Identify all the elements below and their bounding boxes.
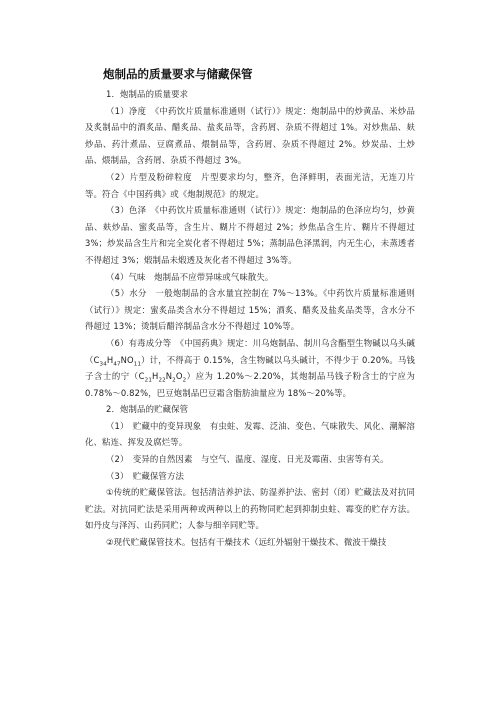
paragraph-odor: （4）气味 炮制品不应带异味或气味散失。 [106, 271, 274, 282]
paragraph-purity: （1）净度 《中药饮片质量标准通则（试行）》规定：炮制品中的炒黄品、米炒品及炙制品中的酒炙品、醋炙品、盐炙品等，含药屑、杂质不得超过 1%。对炒焦品、麸炒品、药汁煮品、豆腐煮品、煨制品等，含药屑、杂质不得超过 2%。炒炭品、土炒品、煨制品，含药屑、杂质不得超过 3%。 [85, 105, 415, 166]
paragraph-storage-methods-heading: （3） 贮藏保管方法 [106, 470, 185, 481]
formula-subscript: 34 [99, 361, 107, 368]
paragraph-modern-storage: ②现代贮藏保管技术。包括有干燥技术（远红外辐射干燥技术、微波干燥技 [106, 537, 387, 548]
paragraph-traditional-storage: ①传统的贮藏保管法。包括清洁养护法、防湿养护法、密封（闭）贮藏法及对抗同贮法。对抗同贮法是采用两种或两种以上的药物同贮起到抑制虫蛀、霉变的贮存方法。如丹皮与泽泻、山药同贮；人参与细辛同贮等。 [85, 487, 415, 531]
paragraph-storage-variation: （1） 贮藏中的变异现象 有虫蛀、发霉、泛油、变色、气味散失、风化、潮解溶化、粘连、挥发及腐烂等。 [85, 420, 415, 448]
formula-subscript: 47 [113, 361, 121, 368]
paragraph-color: （3）色泽 《中药饮片质量标准通则（试行）》规定：炮制品的色泽应均匀，炒黄品、麸炒品、蜜炙品等，含生片、糊片不得超过 2%；炒焦品含生片、糊片不得超过 3%；炒炭品含生片和完全炭化者不得超过 5%；蒸制品色泽黑润，内无生心，未蒸透者不得超过 3%；煅制品未煅透及灰化者不得超过 3%等。 [85, 205, 415, 265]
text-run: N [165, 371, 173, 382]
formula-subscript: 22 [158, 377, 166, 384]
paragraph-slice-shape: （2）片型及粉碎粒度 片型要求均匀，整齐，色泽鲜明，表面光洁，无连刀片等。符合《中国药典》或《炮制规范》的规定。 [85, 171, 415, 199]
document-body [85, 86, 415, 551]
text-run: （6）有毒成分等 《中国药典》规定：川乌炮制品、制川乌含酯型生物碱以乌头碱（C [85, 337, 415, 365]
formula-subscript: 11 [133, 361, 142, 368]
text-run: H [151, 371, 159, 382]
text-run: O [175, 371, 183, 382]
paragraph-natural-factors: （2） 变异的自然因素 与空气、温度、湿度、日光及霉菌、虫害等有关。 [106, 454, 389, 465]
page-title: 炮制品的质量要求与储藏保管 [103, 67, 253, 81]
paragraph-toxic-components [85, 335, 415, 401]
text-run: ）计，不得高于 0.15%，含生物碱以乌头碱计，不得少于 0.20%。马钱子含士的宁（C [85, 354, 415, 382]
text-run: H [106, 354, 114, 365]
formula-subscript: 21 [144, 377, 152, 384]
section-1-heading: 1．炮制品的质量要求 [106, 89, 189, 99]
text-run: ）应为 1.20%～2.20%，其炮制品马钱子粉含士的宁应为 0.78%～0.82%，巴豆炮制品巴豆霜含脂肪油量应为 18%～20%等。 [85, 371, 415, 398]
paragraph-moisture: （5）水分 一般炮制品的含水量宜控制在 7%～13%。《中药饮片质量标准通则（试行）》规定：蜜炙品类含水分不得超过 15%；酒炙、醋炙及盐炙品类等，含水分不得超过 13%；烫制后醋淬制品含水分不得超过 10%等。 [85, 288, 415, 332]
section-2-heading: 2．炮制品的贮藏保管 [106, 404, 189, 415]
formula-subscript: 2 [172, 377, 176, 384]
text-run: NO [120, 354, 134, 365]
formula-subscript: 2 [182, 377, 187, 384]
